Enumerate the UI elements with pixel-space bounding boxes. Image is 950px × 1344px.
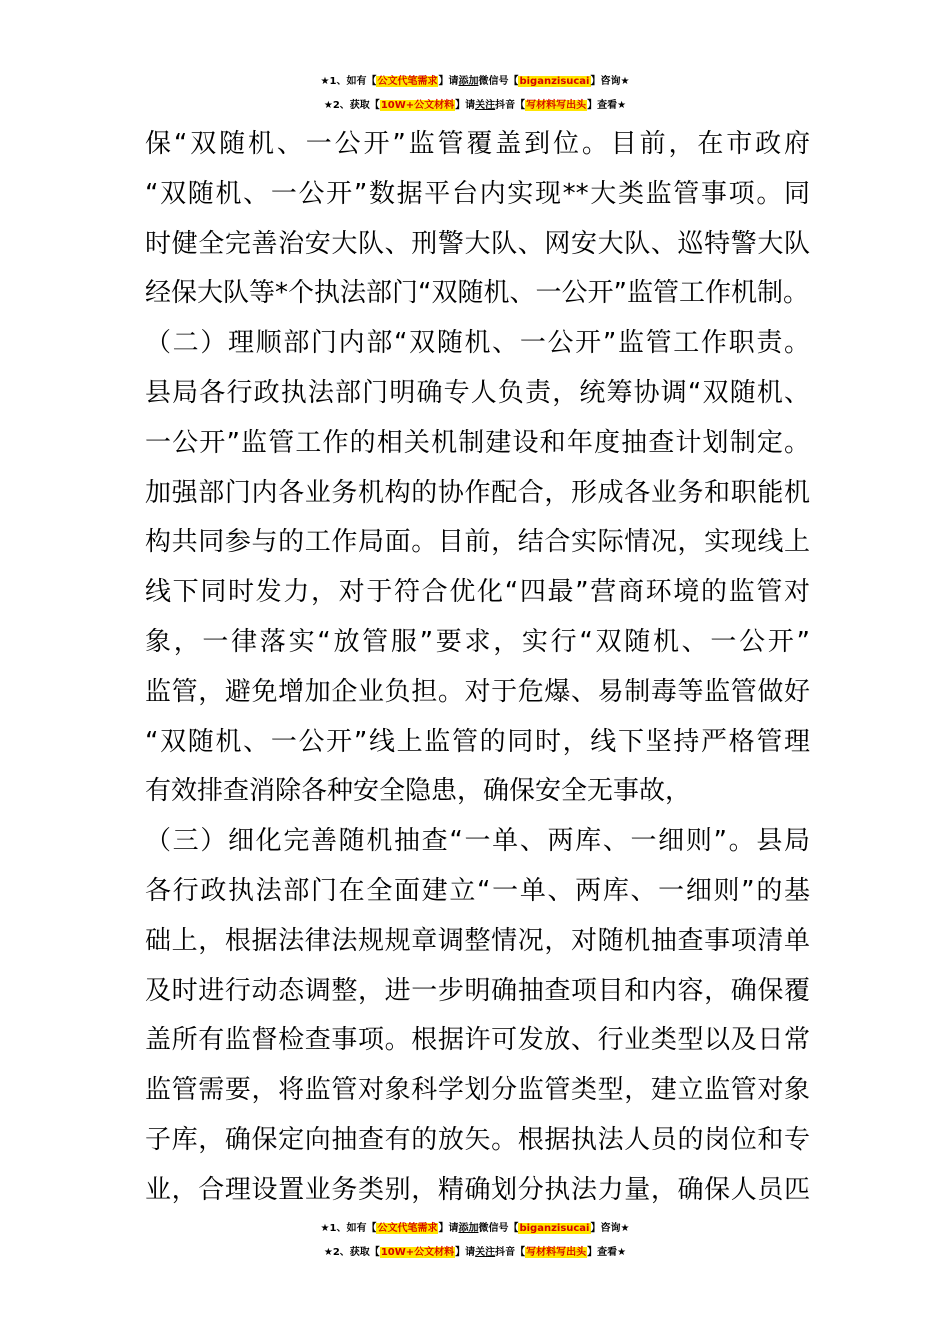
text-line: 一公开”监管工作的相关机制建设和年度抽查计划制定。 [145, 427, 810, 458]
text-line: 加强部门内各业务机构的协作配合，形成各业务和职能机 [145, 477, 810, 508]
underlined-text: 添加 [458, 76, 479, 87]
footer-banner [0, 1217, 950, 1265]
text-line: 及时进行动态调整，进一步明确抽查项目和内容，确保覆 [145, 975, 810, 1006]
highlight-service: 公文代笔需求 [377, 76, 438, 87]
underlined-text: 添加 [458, 1223, 479, 1234]
text-line: 有效排查消除各种安全隐患，确保安全无事故， [145, 776, 692, 807]
banner-text: 1、如有【 [329, 1223, 377, 1234]
highlight-materials: 10W+公文材料 [380, 1247, 455, 1258]
underlined-text: 关注 [475, 1247, 496, 1258]
banner-text: 抖音【 [495, 100, 526, 111]
text-line: 县局各行政执法部门明确专人负责，统筹协调“双随机、 [145, 377, 810, 408]
text-line: 盖所有监督检查事项。根据许可发放、行业类型以及日常 [145, 1025, 810, 1056]
banner-text: 微信号【 [478, 1223, 519, 1234]
banner-text: 】请 [455, 100, 476, 111]
section-heading-3: （三）细化完善随机抽查“一单、两库、一细则”。县局 [145, 826, 810, 857]
banner-line-1 [0, 1217, 950, 1241]
text-line: 础上，根据法律法规规章调整情况，对随机抽查事项清单 [145, 925, 810, 956]
star-icon: ★ [320, 1223, 330, 1234]
banner-text: 1、如有【 [329, 76, 377, 87]
banner-text: 】请 [438, 76, 459, 87]
star-icon: ★ [323, 1247, 333, 1258]
text-line: 经保大队等*个执法部门“双随机、一公开”监管工作机制。 [145, 278, 809, 309]
banner-text: 微信号【 [478, 76, 519, 87]
text-line: 监管，避免增加企业负担。对于危爆、易制毒等监管做好 [145, 676, 810, 707]
text-line: 保“双随机、一公开”监管覆盖到位。目前，在市政府 [145, 129, 810, 159]
text-line: 子库，确保定向抽查有的放矢。根据执法人员的岗位和专 [145, 1124, 810, 1155]
highlight-materials: 10W+公文材料 [380, 100, 455, 111]
highlight-douyin: 写材料写出头 [526, 100, 587, 111]
section-heading-2: （二）理顺部门内部“双随机、一公开”监管工作职责。 [145, 328, 810, 359]
highlight-wechat-id: biganzisucai [519, 76, 590, 87]
banner-text: 】请 [455, 1247, 476, 1258]
text-line: 象，一律落实“放管服”要求，实行“双随机、一公开” [145, 626, 810, 657]
text-line: 线下同时发力，对于符合优化“四最”营商环境的监管对 [145, 577, 810, 608]
star-icon: ★ [617, 100, 627, 111]
underlined-text: 关注 [475, 100, 496, 111]
highlight-wechat-id: biganzisucai [519, 1223, 590, 1234]
banner-text: 】查看 [587, 100, 618, 111]
text-line: 各行政执法部门在全面建立“一单、两库、一细则”的基 [145, 875, 810, 906]
text-line: “双随机、一公开”数据平台内实现**大类监管事项。同 [145, 178, 810, 209]
banner-text: 】查看 [587, 1247, 618, 1258]
text-line: 构共同参与的工作局面。目前，结合实际情况，实现线上 [145, 527, 810, 558]
star-icon: ★ [323, 100, 333, 111]
header-banner [0, 70, 950, 118]
text-line: “双随机、一公开”线上监管的同时，线下坚持严格管理 [145, 726, 810, 757]
text-line: 时健全完善治安大队、刑警大队、网安大队、巡特警大队 [145, 228, 810, 259]
banner-line-1 [0, 70, 950, 94]
star-icon: ★ [617, 1247, 627, 1258]
text-line: 业，合理设置业务类别，精确划分执法力量，确保人员匹 [145, 1174, 810, 1205]
banner-text: 】咨询 [590, 1223, 621, 1234]
banner-text: 抖音【 [495, 1247, 526, 1258]
highlight-service: 公文代笔需求 [377, 1223, 438, 1234]
banner-text: 】请 [438, 1223, 459, 1234]
banner-text: 2、获取【 [332, 1247, 380, 1258]
banner-line-2 [0, 1241, 950, 1265]
highlight-douyin: 写材料写出头 [526, 1247, 587, 1258]
star-icon: ★ [620, 76, 630, 87]
banner-line-2 [0, 94, 950, 118]
star-icon: ★ [320, 76, 330, 87]
banner-text: 】咨询 [590, 76, 621, 87]
document-body [145, 120, 810, 1216]
text-line: 监管需要，将监管对象科学划分监管类型，建立监管对象 [145, 1075, 810, 1106]
banner-text: 2、获取【 [332, 100, 380, 111]
star-icon: ★ [620, 1223, 630, 1234]
